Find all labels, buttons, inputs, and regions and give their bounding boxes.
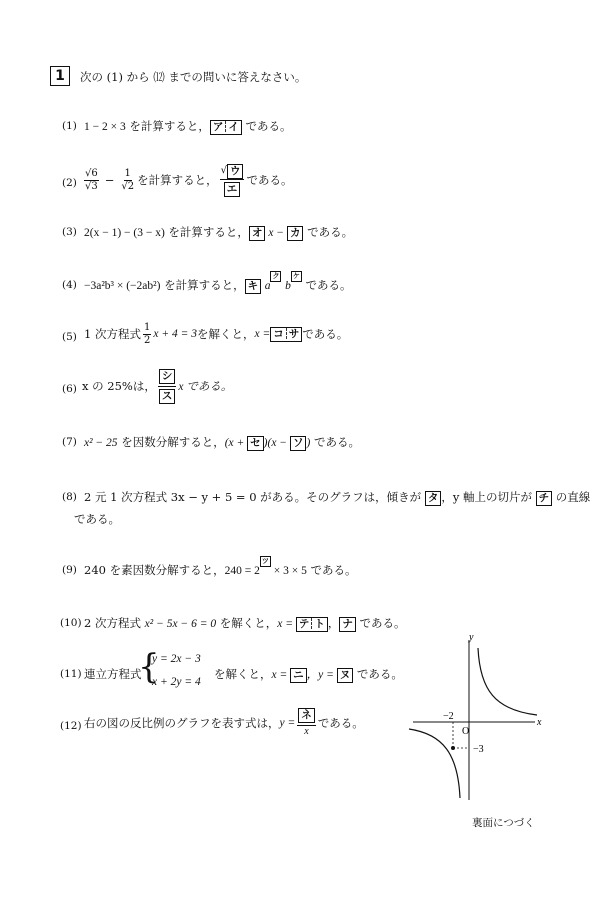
q7-text2: である。 — [310, 435, 360, 449]
origin-label: O — [462, 726, 470, 737]
q2-fraction-2 — [120, 168, 135, 193]
q10-comma: ， — [327, 616, 340, 630]
box-i: イ — [228, 120, 239, 133]
q2-number: (2) — [62, 177, 77, 189]
box-a: ア — [212, 120, 224, 133]
q5-f-num: 1 — [143, 321, 151, 333]
answer-box-o[interactable]: オ — [249, 226, 266, 241]
question-5 — [84, 316, 348, 352]
q10-text1: を解くと， — [216, 616, 278, 630]
answer-box-shi[interactable]: シ — [159, 369, 176, 384]
box-sa: サ — [288, 327, 300, 340]
answer-box-u[interactable]: ウ — [227, 164, 244, 179]
q1-number: (1) — [62, 120, 77, 132]
section-number: 1 — [50, 66, 70, 86]
q4-text1: を計算すると， — [160, 278, 245, 292]
q5-number: (5) — [62, 331, 77, 343]
q5-xeq: x = — [254, 328, 271, 340]
q7-p2: )(x − — [263, 437, 290, 449]
q9-text1: 240 を素因数分解すると， — [84, 563, 225, 577]
q6-answer-fraction — [158, 369, 177, 404]
q2-fraction-1 — [84, 168, 99, 193]
box-te: テ — [298, 617, 310, 630]
question-2: $\frac{√6}{√3}$ − $\frac{1}{√2}$ を計算すると， √ ウ エ である。 — [85, 164, 293, 195]
q8-line1a: 2 元 1 次方程式 3x − y + 5 = 0 がある。そのグラフは，傾きが — [84, 490, 425, 504]
q11-text1: を解くと， — [214, 667, 272, 681]
q12-den: x — [304, 726, 309, 737]
q11-eq1: y = 2x − 3 — [152, 653, 201, 665]
q1-text1: を計算すると， — [125, 119, 210, 133]
q4-a: a — [264, 280, 271, 292]
answer-box-su[interactable]: ス — [159, 389, 176, 404]
q5-expression: x + 4 = 3 — [153, 328, 197, 340]
box-to: ト — [314, 617, 325, 630]
q12-yeq: y = — [279, 717, 296, 729]
q9-text2: である。 — [306, 563, 357, 577]
q10-number: (10) — [60, 617, 82, 629]
answer-box-na[interactable]: ナ — [339, 617, 356, 632]
point-marker — [451, 746, 455, 750]
q1-text2: である。 — [241, 119, 292, 133]
q3-number: (3) — [62, 226, 77, 238]
q11-xeq: x = — [271, 669, 291, 681]
answer-box-ku[interactable]: ク — [272, 272, 280, 280]
q2-f2-den: √2 — [121, 180, 135, 192]
q2-text2: である。 — [246, 173, 293, 187]
q5-fraction — [143, 322, 151, 347]
q12-number: (12) — [60, 720, 82, 732]
section-intro: 次の (1) から ⑿ までの問いに答えなさい。 — [80, 70, 307, 84]
q2-answer-fraction: √ ウ エ — [220, 164, 245, 197]
answer-box-e[interactable]: エ — [224, 182, 241, 197]
answer-box-ko-sa[interactable] — [270, 327, 302, 342]
answer-box-ni[interactable]: ニ — [290, 668, 307, 683]
question-6 — [82, 366, 232, 406]
q10-text2: である。 — [355, 616, 406, 630]
q11-eq2: x + 2y = 4 — [152, 676, 201, 688]
q9-rest: × 3 × 5 — [270, 565, 307, 577]
q3-mid: x − — [265, 227, 287, 239]
question-8-line2: である。 — [74, 512, 120, 526]
answer-box-se[interactable]: セ — [247, 436, 264, 451]
q7-p1: (x + — [224, 437, 248, 449]
question-4 — [84, 272, 352, 294]
box-ko: コ — [273, 327, 284, 340]
q2-f1-den: √3 — [85, 180, 98, 192]
q2-text1: を計算すると， — [137, 173, 218, 187]
q3-text1: を計算すると， — [164, 225, 249, 239]
q5-text1: を解くと， — [196, 327, 255, 341]
q8-line1b: ，y 軸上の切片が — [441, 490, 536, 504]
x-axis-label: x — [537, 717, 542, 728]
q9-eq: 240 = 2 — [224, 565, 260, 577]
q10-xeq: x = — [277, 618, 296, 630]
answer-box-ki[interactable]: キ — [245, 279, 262, 294]
answer-box-te-to[interactable] — [296, 617, 328, 632]
answer-box-tsu[interactable]: ツ — [261, 557, 269, 565]
question-1 — [84, 118, 292, 135]
q12-answer-fraction — [297, 708, 316, 738]
q11-number: (11) — [60, 668, 82, 680]
question-10 — [84, 615, 406, 632]
q7-expression: x² − 25 — [84, 437, 118, 449]
q10-expression: x² − 5x − 6 = 0 — [144, 618, 217, 630]
q8-number: (8) — [62, 491, 77, 503]
q4-expression: −3a²b³ × (−2ab²) — [84, 280, 161, 292]
q7-text1: を因数分解すると， — [117, 435, 225, 449]
y-axis-label: y — [469, 632, 474, 643]
answer-box-ke[interactable]: ケ — [292, 272, 300, 280]
q3-text2: である。 — [303, 225, 354, 239]
question-9 — [84, 557, 357, 578]
tick-minus-3: −3 — [473, 744, 484, 755]
inverse-proportion-graph — [405, 630, 550, 805]
q7-p3: ) — [306, 437, 311, 449]
system-brace: { — [138, 647, 160, 687]
answer-box-so[interactable]: ソ — [290, 436, 307, 451]
q5-lead: 1 次方程式 — [84, 327, 141, 341]
q10-lead: 2 次方程式 — [84, 616, 145, 630]
q11-yeq: ，y = — [306, 669, 337, 681]
curve-upper-right — [478, 648, 537, 715]
q4-text2: である。 — [301, 278, 352, 292]
q3-expression: 2(x − 1) − (3 − x) — [84, 227, 165, 239]
answer-box-ne[interactable]: ネ — [298, 708, 315, 723]
q1-expression: 1 − 2 × 3 — [84, 121, 126, 133]
answer-box-ta[interactable]: タ — [425, 491, 442, 506]
q6-text2: x である。 — [178, 381, 233, 393]
q2-f2-num: 1 — [124, 167, 131, 179]
q11-lead: 連立方程式 — [84, 667, 142, 681]
question-12 — [84, 704, 364, 742]
q2-f1-num: √6 — [85, 167, 98, 179]
answer-box-nu[interactable]: ヌ — [337, 668, 354, 683]
footer-continue: 裏面につづく — [472, 817, 535, 829]
curve-lower-left — [409, 729, 460, 798]
question-3 — [84, 224, 353, 241]
answer-box-ka[interactable]: カ — [287, 226, 304, 241]
q4-number: (4) — [62, 279, 77, 291]
q4-b: b — [285, 280, 291, 292]
question-7 — [84, 434, 360, 451]
q8-line1c: の直線 — [552, 490, 591, 504]
q9-number: (9) — [62, 564, 77, 576]
q6-lead: x の 25%は， — [82, 379, 156, 393]
q6-number: (6) — [62, 383, 77, 395]
question-11 — [214, 666, 403, 683]
q7-number: (7) — [62, 436, 77, 448]
q11-text2: である。 — [353, 667, 403, 681]
answer-box-a-i[interactable] — [210, 120, 242, 135]
q12-text1: 右の図の反比例のグラフを表す式は， — [84, 716, 280, 730]
tick-minus-2: −2 — [443, 711, 454, 722]
q5-text2: である。 — [302, 327, 349, 341]
answer-box-chi[interactable]: チ — [536, 491, 553, 506]
question-8-line1 — [84, 489, 590, 506]
q12-text2: である。 — [317, 716, 364, 730]
q5-f-den: 2 — [143, 334, 151, 346]
